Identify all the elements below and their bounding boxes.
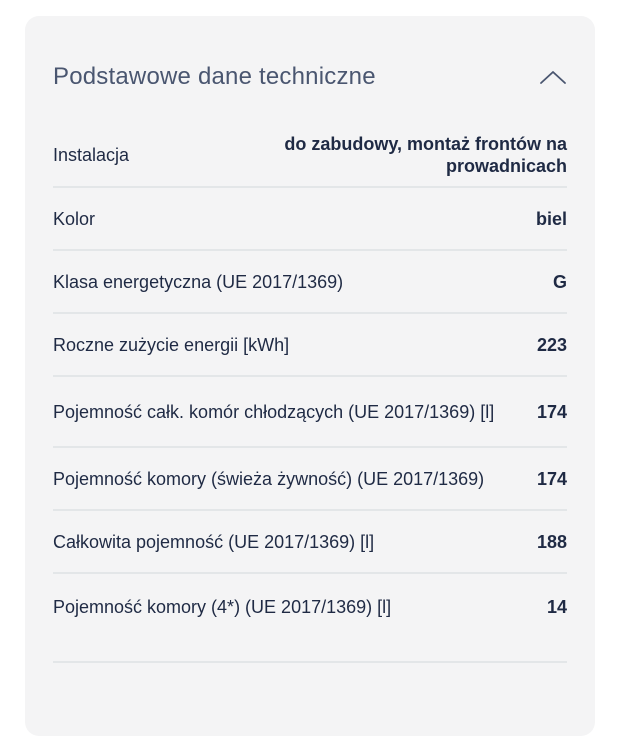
chevron-up-icon[interactable]: [539, 67, 567, 87]
spec-row-fresh-food-capacity: [53, 448, 567, 511]
spec-label: Klasa energetyczna (UE 2017/1369): [53, 271, 344, 292]
spec-list: [53, 124, 567, 663]
spec-label: Pojemność komory (4*) (UE 2017/1369) [l]: [53, 597, 392, 617]
spec-row-annual-energy: [53, 314, 567, 377]
spec-label: Całkowita pojemność (UE 2017/1369) [l]: [53, 531, 375, 552]
spec-label: Instalacja: [53, 145, 130, 165]
spec-value: do zabudowy, montaż frontów na prowadnicach: [284, 134, 567, 176]
spec-value: G: [552, 271, 567, 292]
spec-value: 223: [536, 334, 567, 355]
spec-value: 14: [546, 597, 567, 617]
spec-value: 174: [536, 468, 567, 489]
spec-label: Pojemność komory (świeża żywność) (UE 2017/1369): [53, 468, 485, 489]
spec-value: 188: [536, 531, 567, 552]
spec-value: 174: [536, 401, 567, 422]
spec-row-installation: [53, 124, 567, 188]
technical-data-card: [25, 16, 595, 736]
section-title: Podstawowe dane techniczne: [53, 63, 376, 90]
spec-row-energy-class: [53, 251, 567, 314]
spec-value: biel: [535, 208, 567, 229]
spec-label: Roczne zużycie energii [kWh]: [53, 334, 290, 355]
section-header-toggle[interactable]: [53, 56, 567, 98]
spec-row-cooling-capacity: [53, 377, 567, 448]
spec-row-color: [53, 188, 567, 251]
spec-row-freezer-capacity: [53, 574, 567, 663]
spec-label: Pojemność całk. komór chłodzących (UE 2017/1369) [l]: [53, 401, 495, 422]
spec-label: Kolor: [53, 208, 96, 229]
spec-row-total-capacity: [53, 511, 567, 574]
